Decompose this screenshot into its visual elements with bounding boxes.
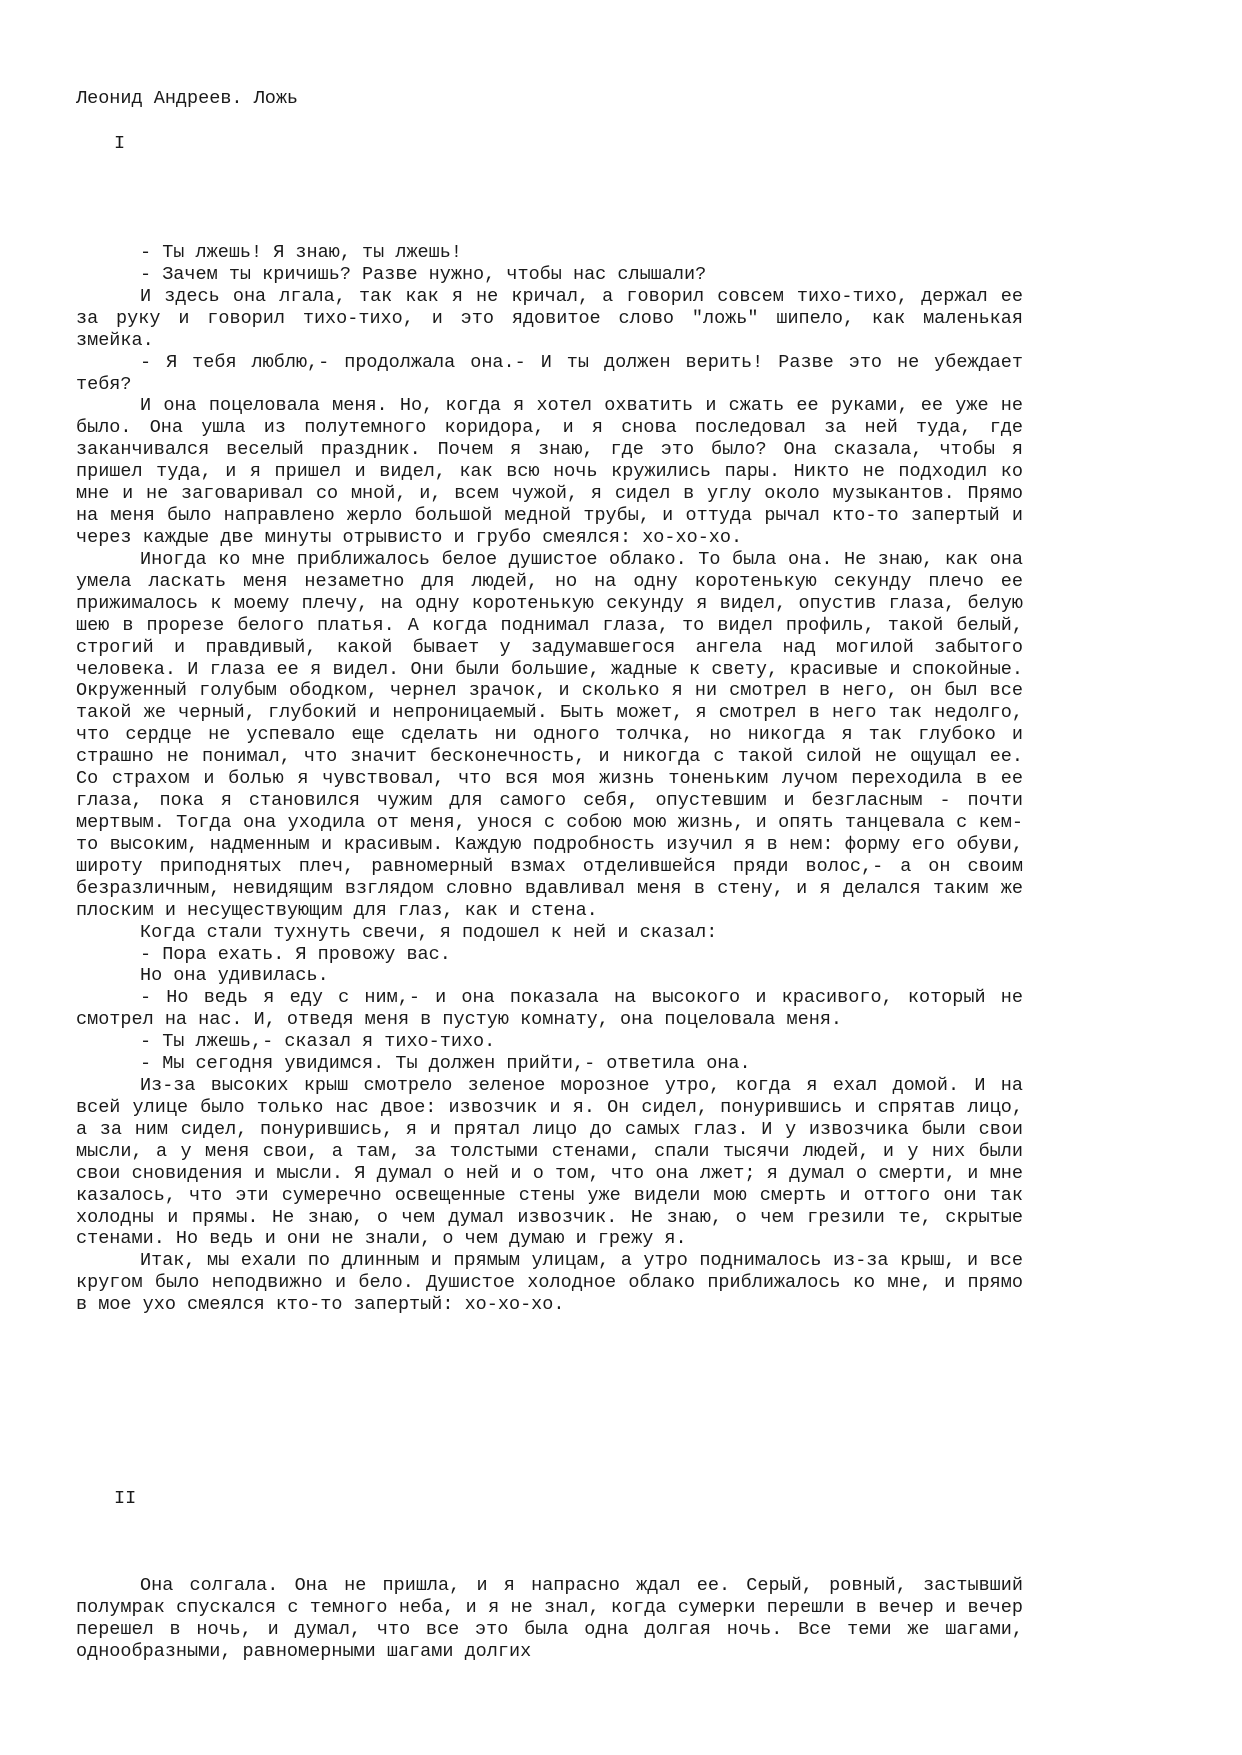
paragraph: Но она удивилась. — [140, 965, 329, 987]
paragraph: Она солгала. Она не пришла, и я напрасно ждал ее. Серый, ровный, застывший полумрак спускался с темного неба, и я не знал, когда сумерки перешли в вечер и вечер перешел в ночь, и думал, что все это была одна долгая ночь. Все теми же шагами, однообразными, равномерными шагами долгих — [76, 1575, 1023, 1662]
chapter-heading-2: II — [114, 1488, 137, 1509]
paragraph: Из-за высоких крыш смотрело зеленое морозное утро, когда я ехал домой. И на всей улице было только нас двое: извозчик и я. Он сидел, понурившись и спрятав лицо, а за ним сидел, понурившись, я и прятал лицо до самых глаз. И у извозчика были свои мысли, а у меня свои, а там, за толстыми стенами, спали тысячи людей, и у них были свои сновидения и мысли. Я думал о ней и о том, что она лжет; я думал о смерти, и мне казалось, что эти сумеречно освещенные стены уже видели мою смерть и оттого они так холодны и прямы. Не знаю, о чем думал извозчик. Не знаю, о чем грезили те, скрытые стенами. Но ведь и они не знали, о чем думаю и грежу я. — [76, 1075, 1023, 1250]
chapter-1-body — [76, 242, 1023, 1316]
paragraph: И здесь она лгала, так как я не кричал, а говорил совсем тихо-тихо, держал ее за руку и говорил тихо-тихо, и это ядовитое слово "ложь" шипело, как маленькая змейка. — [76, 285, 1023, 351]
paragraph: - Но ведь я еду с ним,- и она показала на высокого и красивого, который не смотрел на нас. И, отведя меня в пустую комнату, она поцеловала меня. — [76, 987, 1023, 1031]
paragraph: Когда стали тухнуть свечи, я подошел к ней и сказал: — [140, 921, 718, 943]
paragraph: И она поцеловала меня. Но, когда я хотел охватить и сжать ее руками, ее уже не было. Она ушла из полутемного коридора, и я снова последовал за ней туда, где заканчивался веселый праздник. Почем я знаю, где это было? Она сказала, чтобы я пришел туда, и я пришел и видел, как всю ночь кружились пары. Никто не подходил ко мне и не заговаривал со мной, и, всем чужой, я сидел в углу около музыкантов. Прямо на меня было направлено жерло большой медной трубы, и оттуда рычал кто-то запертый и через каждые две минуты отрывисто и грубо смеялся: хо-хо-хо. — [76, 395, 1023, 548]
chapter-2-body — [76, 1575, 1023, 1663]
paragraph: - Ты лжешь! Я знаю, ты лжешь! — [140, 242, 462, 263]
paragraph: - Мы сегодня увидимся. Ты должен прийти,- ответила она. — [140, 1053, 751, 1075]
paragraph: - Я тебя люблю,- продолжала она.- И ты должен верить! Разве это не убеждает тебя? — [76, 351, 1023, 395]
chapter-heading-1: I — [114, 133, 126, 154]
paragraph: Иногда ко мне приближалось белое душистое облако. То была она. Не знаю, как она умела ласкать меня незаметно для людей, но на одну коротенькую секунду плечо ее прижималось к моему плечу, на одну коротенькую секунду я видел, опустив глаза, белую шею в прорезе белого платья. А когда поднимал глаза, то видел профиль, такой белый, строгий и правдивый, какой бывает у задумавшегося ангела над могилой забытого человека. И глаза ее я видел. Они были большие, жадные к свету, красивые и спокойные. Окруженный голубым ободком, чернел зрачок, и сколько я ни смотрел в него, он был все такой же черный, глубокий и непроницаемый. Быть может, я смотрел в него так недолго, что сердце не успевало еще сделать ни одного толчка, но никогда я так глубоко и страшно не понимал, что значит бесконечность, и никогда с такой силой не ощущал ее. Со страхом и болью я чувствовал, что вся моя жизнь тоненьким лучом переходила в ее глаза, пока я становился чужим для самого себя, опустевшим и безгласным - почти мертвым. Тогда она уходила от меня, унося с собою мою жизнь, и опять танцевала с кем-то высоким, надменным и красивым. Каждую подробность изучил я в нем: форму его обуви, широту приподнятых плеч, равномерный взмах отделившейся пряди волос,- а он своим безразличным, невидящим взглядом словно вдавливал меня в стену, и я делался таким же плоским и несуществующим для глаз, как и стена. — [76, 548, 1023, 921]
paragraph: - Ты лжешь,- сказал я тихо-тихо. — [140, 1031, 496, 1053]
paragraph: - Пора ехать. Я провожу вас. — [140, 943, 451, 965]
paragraph: - Зачем ты кричишь? Разве нужно, чтобы нас слышали? — [140, 263, 707, 285]
paragraph: Итак, мы ехали по длинным и прямым улицам, а утро поднималось из-за крыш, и все кругом было неподвижно и бело. Душистое холодное облако приближалось ко мне, и прямо в мое ухо смеялся кто-то запертый: хо-хо-хо. — [76, 1250, 1023, 1316]
document-title: Леонид Андреев. Ложь — [76, 88, 299, 109]
